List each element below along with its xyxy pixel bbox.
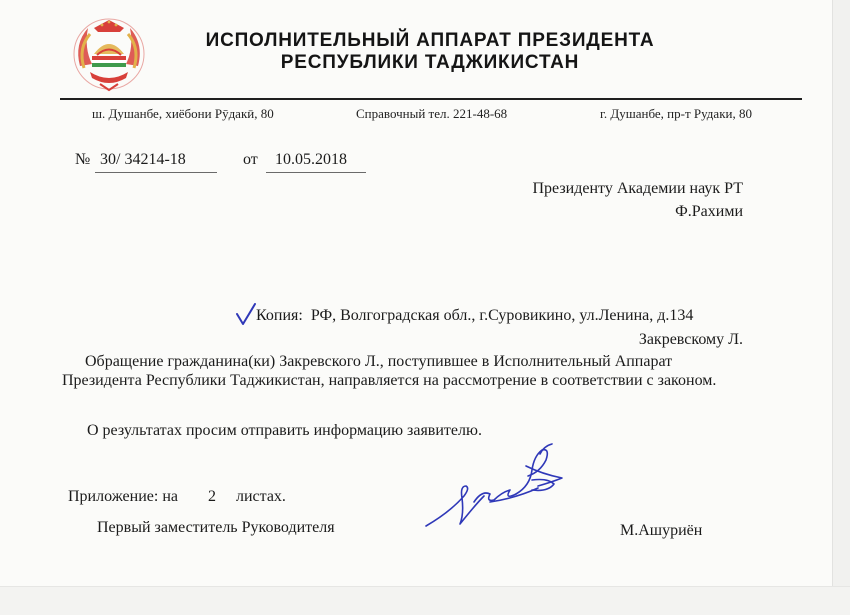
- reg-date-underline: [266, 172, 366, 173]
- reg-date: 10.05.2018: [275, 151, 347, 168]
- body-paragraph-2: О результатах просим отправить информацию заявителю.: [87, 422, 482, 439]
- enclosure-line: [68, 488, 286, 506]
- enclosure-label: Приложение: на: [68, 488, 178, 505]
- reference-phone: Справочный тел. 221-48-68: [356, 106, 508, 121]
- recipient-line2: Ф.Рахими: [675, 203, 743, 220]
- handwritten-signature: [420, 440, 580, 532]
- copy-recipient-name: Закревскому Л.: [638, 331, 743, 348]
- reg-number-underline: [95, 172, 217, 173]
- check-mark-icon: [234, 302, 258, 328]
- copy-address: РФ, Волгоградская обл., г.Суровикино, ул.Ленина, д.134: [310, 307, 694, 324]
- signatory-name: М.Ашуриён: [620, 522, 703, 539]
- enclosure-unit: листах.: [235, 488, 286, 505]
- address-tajik: ш. Душанбе, хиёбони Рӯдакӣ, 80: [92, 106, 274, 121]
- copy-line: [256, 307, 693, 325]
- recipient-line1: Президенту Академии наук РТ: [532, 180, 743, 197]
- scan-edge-bottom: [0, 586, 850, 615]
- letterhead-title: [180, 30, 680, 74]
- letterhead-title-line2: РЕСПУБЛИКИ ТАДЖИКИСТАН: [280, 52, 580, 73]
- copy-label: Копия:: [256, 307, 303, 324]
- reg-date-prefix: от: [243, 151, 258, 168]
- enclosure-count: 2: [207, 488, 216, 505]
- address-russian: г. Душанбе, пр-т Рудаки, 80: [600, 106, 752, 121]
- signatory-position: Первый заместитель Руководителя: [97, 519, 335, 536]
- body-paragraph-1: Обращение гражданина(ки) Закревского Л., поступившее в Исполнительный Аппарат Президента Республики Таджикистан, направляется на рассмотрение в соответствии с законом.: [62, 353, 717, 389]
- letterhead-title-line1: ИСПОЛНИТЕЛЬНЫЙ АППАРАТ ПРЕЗИДЕНТА: [205, 30, 655, 51]
- letterhead-divider: [60, 98, 802, 100]
- reg-number-prefix: №: [75, 151, 91, 168]
- scan-edge-right: [832, 0, 850, 614]
- state-emblem-icon: [70, 14, 148, 94]
- reg-number: 30/ 34214-18: [100, 151, 186, 168]
